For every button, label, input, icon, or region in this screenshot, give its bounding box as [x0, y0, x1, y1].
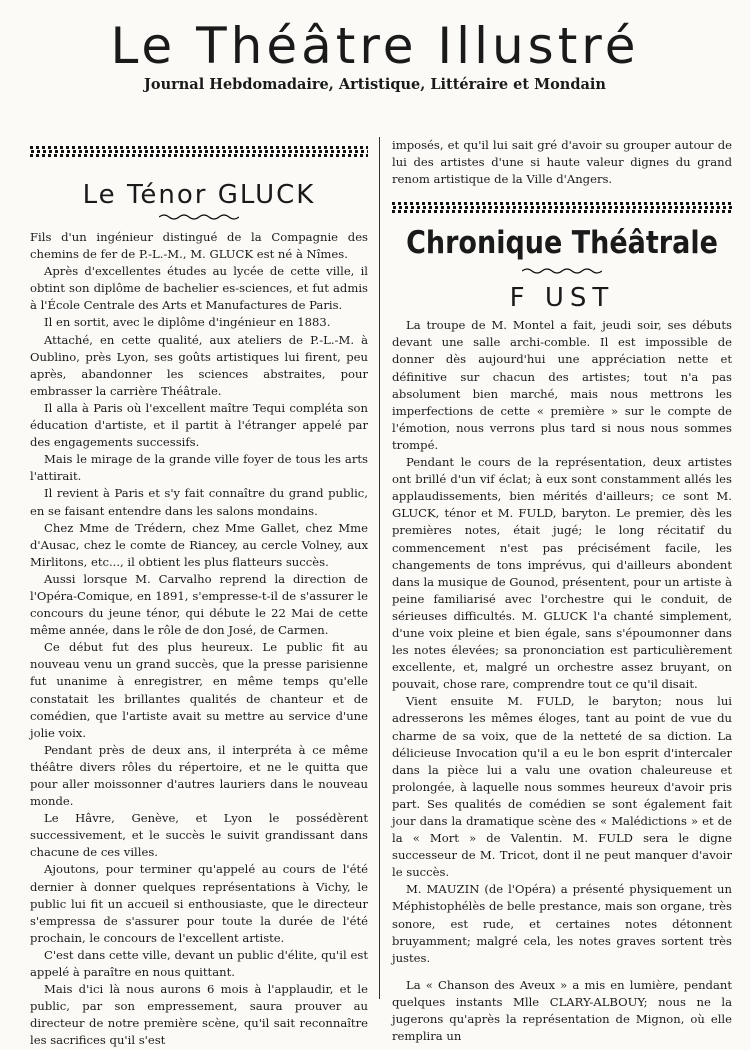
paragraph: Après d'excellentes études au lycée de cette ville, il obtint son diplôme de bachelier es-sciences, et fut admis à l'École Centrale des Arts et Manufactures de Paris.	[30, 264, 368, 313]
column-divider	[379, 137, 380, 999]
paragraph: Fils d'un ingénieur distingué de la Compagnie des chemins de fer de P.-L.-M., M. GLUCK est né à Nîmes.	[30, 230, 368, 262]
paragraph: La « Chanson des Aveux » a mis en lumière, pendant quelques instants Mlle CLARY-ALBOUY; nous ne la jugerons qu'après la représentation de Mignon, où elle remplira un	[392, 977, 732, 1044]
paragraph: C'est dans cette ville, devant un public d'élite, qu'il est appelé à paraître en nous quittant.	[30, 947, 368, 980]
paragraph: Ajoutons, pour terminer qu'appelé au cours de l'été dernier à donner quelques représentations à Vichy, le public lui fit un accueil si enthousiaste, que le directeur s'empressa de s'assurer pour toute la durée de l'été prochain, le concours de l'excellent artiste.	[30, 862, 368, 945]
paragraph: Pendant près de deux ans, il interpréta à ce même théâtre divers rôles du répertoire, et ne le quitta que pour aller moissonner d'autres lauriers dans le nouveau monde.	[30, 742, 368, 809]
chronique-title: Chronique Théâtrale	[406, 225, 718, 262]
paragraph: M. MAUZIN (de l'Opéra) a présenté physiquement un Méphistophélès de belle prestance, mais son organe, très sonore, est rude, et certaines notes détonnent bruyamment; malgré cela, les notes graves sortent très justes.	[392, 882, 732, 965]
right-column	[392, 137, 732, 1045]
paragraph: La troupe de M. Montel a fait, jeudi soir, ses débuts devant une salle archi-comble. Il est impossible de donner dès aujourd'hui une appréciation nette et définitive sur chacun des artistes; tout n'a pas absolument bien marché, mais nous mettrons les imperfections de cette « première » sur le compte de l'émotion, nous verrons plus tard si nous nous sommes trompé.	[392, 318, 732, 452]
ornamental-border	[392, 202, 732, 213]
paragraph: Ce début fut des plus heureux. Le public fit au nouveau venu un grand succès, que la presse parisienne fut unanime à enregistrer, en même temps qu'elle constatait les brillantes qualités de chanteur et de comédien, que l'artiste avait su mettre au service d'une jolie voix.	[30, 640, 368, 740]
paragraph: Il en sortit, avec le diplôme d'ingénieur en 1883.	[44, 315, 331, 330]
ornamental-border	[30, 146, 368, 157]
article-title: Le Ténor GLUCK	[82, 180, 316, 210]
left-column	[30, 146, 368, 1050]
paragraph: Vient ensuite M. FULD, le baryton; nous lui adresserons les mêmes éloges, tant au point de vue du charme de sa voix, que de la netteté de sa diction. La délicieuse Invocation qu'il a eu le bon esprit d'intercaler dans la pièce lui a valu une ovation chaleureuse et prolongée, à laquelle nous sommes heureux d'avoir pris part. Ses qualités de comédien se sont également fait jour dans la dramatique scène des « Malédictions » et de la « Mort » de Valentin. M. FULD sera le digne successeur de M. Tricot, dont il ne peut manquer d'avoir le succès.	[392, 694, 732, 880]
paragraph: Aussi lorsque M. Carvalho reprend la direction de l'Opéra-Comique, en 1891, s'empresse-t-il de s'assurer le concours du jeune ténor, qui débute le 22 Mai de cette même année, dans le rôle de don José, de Carmen.	[30, 571, 368, 638]
paragraph: Chez Mme de Trédern, chez Mme Gallet, chez Mme d'Ausac, chez le comte de Riancey, au cercle Volney, aux Mirlitons, etc..., il obtient les plus flatteurs succès.	[30, 520, 368, 569]
masthead-subtitle: Journal Hebdomadaire, Artistique, Littéraire et Mondain	[144, 76, 606, 93]
paragraph: Le Hâvre, Genève, et Lyon le possédèrent successivement, et le succès le suivit grandissant dans chacune de ces villes.	[30, 811, 368, 860]
masthead	[0, 18, 750, 94]
paragraph: Il alla à Paris où l'excellent maître Tequi compléta son éducation d'artiste, et il partit à l'étranger appelé par des engagements successifs.	[30, 400, 368, 450]
continuation-text: imposés, et qu'il lui sait gré d'avoir su grouper autour de lui des artistes d'une si haute valeur dignes du grand renom artistique de la Ville d'Angers.	[392, 138, 732, 187]
masthead-title: Le Théâtre Illustré	[110, 17, 640, 75]
squiggle-ornament	[159, 213, 239, 221]
paragraph: Il revient à Paris et s'y fait connaître du grand public, en se faisant entendre dans les salons mondains.	[30, 486, 368, 518]
section-subtitle: F UST	[509, 283, 615, 314]
paragraph: Attaché, en cette qualité, aux ateliers de P.-L.-M. à Oublino, près Lyon, ses goûts artistiques lui firent, peu après, abandonner les sciences abstraites, pour embrasser la carrière Théâtrale.	[30, 332, 368, 398]
paragraph: Mais le mirage de la grande ville foyer de tous les arts l'attirait.	[30, 452, 368, 484]
squiggle-ornament	[522, 267, 602, 275]
paragraph: Pendant le cours de la représentation, deux artistes ont brillé d'un vif éclat; à eux sont constamment allés les applaudissements, bien mérités d'ailleurs; ce sont M. GLUCK, ténor et M. FULD, baryton. Le premier, dès les premières notes, était jugé; le long récitatif du commencement n'est pas précisément facile, les changements de tons imprévus, qui d'ailleurs abondent dans la musique de Gounod, présentent, pour un artiste à peine familiarisé avec l'orchestre qui le conduit, de sérieuses difficultés. M. GLUCK l'a chanté simplement, d'une voix pleine et bien égale, sans s'époumonner dans les notes élevées; sa prononciation est particulièrement excellente, et, malgré un orchestre assez bruyant, on pouvait, chose rare, comprendre tout ce qu'il disait.	[392, 455, 732, 692]
paragraph: Mais d'ici là nous aurons 6 mois à l'applaudir, et le public, par son empressement, saura prouver au directeur de notre première scène, qu'il sait reconnaître les sacrifices qu'il s'est	[30, 982, 368, 1048]
